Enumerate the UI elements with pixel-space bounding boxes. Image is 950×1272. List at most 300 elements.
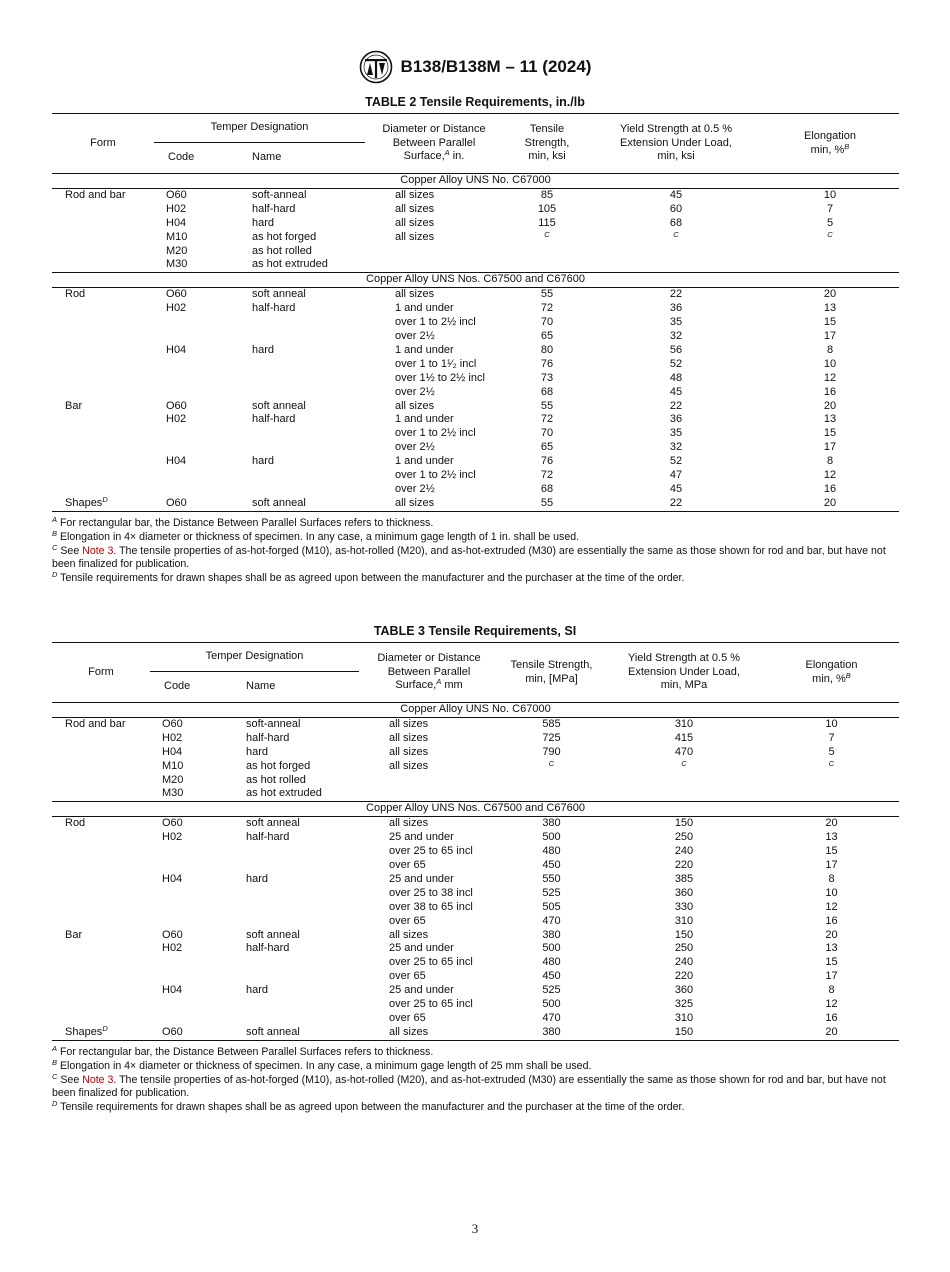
- yield-cell-text: 36: [669, 413, 683, 426]
- alloy-label: Copper Alloy UNS No. C67000: [52, 174, 899, 189]
- elongation-cell: [764, 845, 899, 859]
- form-cell: [52, 717, 150, 731]
- elongation-cell: [764, 859, 899, 873]
- yield-cell-text: 325: [674, 998, 694, 1011]
- diameter-cell: [365, 245, 503, 259]
- tensile-cell: [499, 732, 604, 746]
- code-cell: [150, 970, 234, 984]
- code-cell: [150, 873, 234, 887]
- elongation-cell-text: 8: [826, 455, 834, 468]
- name-cell: [234, 887, 359, 901]
- code-cell: [154, 441, 240, 455]
- diameter-cell: [359, 760, 499, 774]
- name-cell: [234, 717, 359, 731]
- yield-cell-text: 330: [674, 900, 694, 913]
- tensile-cell-text: 725: [542, 731, 561, 744]
- form-cell: [52, 217, 154, 231]
- table-row: [52, 231, 899, 245]
- name-cell: [240, 245, 365, 259]
- note-link[interactable]: Note 3: [82, 544, 114, 557]
- table-row: [52, 873, 899, 887]
- table-row: [52, 859, 899, 873]
- diameter-cell-text: all sizes: [395, 399, 435, 412]
- elongation-cell-text: 10: [825, 886, 838, 899]
- code-cell-text: O60: [162, 928, 183, 941]
- code-cell: [150, 760, 234, 774]
- tensile-cell-text: 68: [540, 482, 554, 495]
- tensile-cell: [503, 400, 591, 414]
- table-row: [52, 455, 899, 469]
- code-cell: [154, 330, 240, 344]
- name-cell: [234, 915, 359, 929]
- table2-title: TABLE 2 Tensile Requirements, in./lb: [365, 95, 585, 109]
- footnote-text: See: [57, 1073, 83, 1086]
- code-cell: [154, 469, 240, 483]
- tensile-header: Tensile Strength, min, [MPa]: [499, 643, 604, 703]
- tensile-cell: [499, 887, 604, 901]
- elongation-cell-text: 8: [826, 343, 834, 356]
- name-cell: [234, 942, 359, 956]
- elongation-cell: [764, 998, 899, 1012]
- yield-cell-text: C: [681, 758, 687, 768]
- name-cell-text: as hot extruded: [252, 258, 328, 271]
- elongation-cell-text: 13: [825, 942, 838, 955]
- elongation-cell-text: 17: [825, 970, 838, 983]
- diameter-cell-text: 25 and under: [389, 942, 454, 955]
- elongation-cell: [764, 732, 899, 746]
- table-row: [52, 413, 899, 427]
- elongation-cell-text: 16: [825, 1011, 838, 1024]
- document-header: [0, 50, 950, 84]
- elongation-cell-text: 10: [823, 357, 837, 370]
- elongation-cell: [761, 344, 899, 358]
- diameter-cell-text: all sizes: [389, 928, 429, 941]
- tensile-cell: [503, 203, 591, 217]
- diameter-cell: [365, 302, 503, 316]
- diameter-cell: [359, 817, 499, 831]
- name-cell: [240, 316, 365, 330]
- form-cell: [52, 984, 150, 998]
- table-row: [52, 998, 899, 1012]
- elongation-cell: [761, 469, 899, 483]
- yield-cell: [604, 998, 764, 1012]
- elongation-cell: [764, 760, 899, 774]
- code-cell-text: O60: [162, 1025, 183, 1038]
- table-row: [52, 302, 899, 316]
- code-cell-text: H02: [166, 202, 187, 215]
- footnote-text: For rectangular bar, the Distance Between Parallel Surfaces refers to thickness.: [57, 517, 434, 529]
- footnote-mark: D: [102, 494, 108, 504]
- yield-cell-text: 45: [669, 188, 683, 201]
- code-cell: [150, 717, 234, 731]
- diameter-cell-text: 1 and under: [395, 413, 454, 426]
- code-cell-text: H04: [162, 984, 183, 997]
- diameter-header: Diameter or Distance Between Parallel Surface,$^A$ in.: [365, 114, 503, 174]
- elongation-cell: [764, 956, 899, 970]
- tensile-cell: [503, 344, 591, 358]
- table3: [52, 642, 899, 1041]
- tensile-cell: [499, 845, 604, 859]
- elongation-cell: [764, 984, 899, 998]
- alloy-label: Copper Alloy UNS No. C67000: [52, 703, 899, 718]
- footnote: [52, 542, 902, 573]
- form-cell: [52, 258, 154, 272]
- tensile-cell-text: 76: [540, 455, 554, 468]
- form-cell: [52, 873, 150, 887]
- table-row: [52, 1012, 899, 1026]
- name-cell: [240, 483, 365, 497]
- code-cell: [150, 901, 234, 915]
- yield-cell: [604, 956, 764, 970]
- tensile-cell-text: 380: [542, 817, 561, 830]
- code-cell-text: O60: [166, 399, 187, 412]
- tensile-cell-text: 72: [540, 302, 554, 315]
- code-cell: [154, 288, 240, 302]
- code-cell-text: H02: [166, 302, 187, 315]
- elongation-cell-text: C: [828, 758, 835, 768]
- table-row: [52, 942, 899, 956]
- footnote: [52, 1071, 902, 1102]
- tensile-cell: [499, 859, 604, 873]
- diameter-cell-text: over 25 to 38 incl: [389, 886, 473, 899]
- yield-cell: [591, 455, 761, 469]
- yield-cell: [604, 787, 764, 801]
- name-cell: [240, 400, 365, 414]
- footnote: [52, 517, 902, 531]
- yield-cell-text: 240: [674, 845, 694, 858]
- form-cell-text: Shapes: [65, 496, 103, 509]
- tensile-cell-text: 68: [540, 385, 554, 398]
- diameter-cell-text: over 1½ to 2½ incl: [395, 371, 485, 384]
- table-row: [52, 746, 899, 760]
- table-row: [52, 358, 899, 372]
- name-cell: [240, 330, 365, 344]
- form-cell: [52, 732, 150, 746]
- code-cell: [150, 984, 234, 998]
- diameter-cell-text: all sizes: [395, 188, 435, 201]
- yield-cell: [591, 497, 761, 511]
- yield-cell: [591, 288, 761, 302]
- yield-cell-text: 150: [674, 817, 694, 830]
- table-row: [52, 787, 899, 801]
- name-cell: [234, 1012, 359, 1026]
- form-cell: [52, 817, 150, 831]
- form-cell: [52, 956, 150, 970]
- code-cell-text: H04: [166, 455, 187, 468]
- elongation-header: Elongation min, %$^B$: [761, 114, 899, 174]
- tensile-cell-text: 70: [540, 316, 554, 329]
- table2: [52, 113, 899, 512]
- elongation-cell: [761, 358, 899, 372]
- elongation-cell-text: 7: [826, 202, 834, 215]
- yield-cell-text: 35: [669, 427, 683, 440]
- table-row: [52, 441, 899, 455]
- diameter-cell-text: all sizes: [395, 216, 435, 229]
- elongation-cell: [761, 372, 899, 386]
- elongation-cell-text: 15: [825, 845, 838, 858]
- yield-cell: [604, 774, 764, 788]
- name-cell: [234, 1026, 359, 1040]
- code-cell-text: H02: [162, 731, 183, 744]
- diameter-cell-text: all sizes: [395, 496, 435, 509]
- elongation-cell: [764, 717, 899, 731]
- footnote-text: See: [57, 544, 83, 557]
- table-row: [52, 497, 899, 511]
- code-cell-text: O60: [166, 288, 187, 301]
- form-cell-text: Rod and bar: [65, 717, 126, 730]
- name-cell-text: half-hard: [252, 413, 296, 426]
- footnote-text: . The tensile properties of as-hot-forged (M10), as-hot-rolled (M20), and as-hot-extruded (M30) are essentially the same as those shown for rod and bar, but have not been finalized for publication.: [52, 1073, 886, 1100]
- yield-cell: [591, 386, 761, 400]
- page-number: 3: [471, 1221, 479, 1236]
- diameter-cell-text: over 2½: [395, 385, 435, 398]
- form-cell: [52, 845, 150, 859]
- elongation-cell-text: 15: [823, 427, 837, 440]
- form-cell: [52, 245, 154, 259]
- tensile-cell-text: 450: [542, 858, 561, 871]
- diameter-cell: [359, 859, 499, 873]
- tensile-cell-text: 480: [542, 956, 561, 969]
- diameter-cell-text: 1 and under: [395, 455, 454, 468]
- elongation-cell-text: 20: [825, 817, 838, 830]
- yield-cell-text: 415: [674, 731, 694, 744]
- yield-cell: [604, 732, 764, 746]
- form-cell-text: Bar: [65, 928, 83, 941]
- yield-cell-text: 35: [669, 316, 683, 329]
- name-cell: [240, 258, 365, 272]
- elongation-cell-text: 16: [823, 482, 837, 495]
- elongation-cell: [761, 288, 899, 302]
- form-cell: [52, 302, 154, 316]
- tensile-cell-text: 105: [537, 202, 557, 215]
- yield-cell-text: 52: [669, 455, 683, 468]
- diameter-cell: [359, 845, 499, 859]
- alloy-label: Copper Alloy UNS Nos. C67500 and C67600: [52, 273, 899, 288]
- name-cell: [240, 497, 365, 511]
- elongation-cell: [764, 817, 899, 831]
- elongation-cell-text: 20: [823, 399, 837, 412]
- yield-cell: [604, 717, 764, 731]
- form-header: Form: [52, 114, 154, 174]
- diameter-cell: [365, 288, 503, 302]
- yield-cell-text: 250: [674, 942, 694, 955]
- diameter-cell: [359, 998, 499, 1012]
- diameter-cell-text: all sizes: [395, 288, 435, 301]
- tensile-cell-text: 72: [540, 413, 554, 426]
- elongation-cell: [764, 787, 899, 801]
- code-cell: [150, 774, 234, 788]
- form-cell: [52, 427, 154, 441]
- form-cell: [52, 231, 154, 245]
- footnote-mark: A: [52, 515, 58, 524]
- yield-cell-text: 68: [669, 216, 683, 229]
- tensile-cell: [503, 231, 591, 245]
- tensile-cell: [503, 372, 591, 386]
- name-cell: [234, 845, 359, 859]
- elongation-cell: [764, 901, 899, 915]
- yield-cell-text: 45: [669, 385, 683, 398]
- note-link[interactable]: Note 3: [82, 1073, 114, 1086]
- code-cell: [150, 831, 234, 845]
- table-row: [52, 217, 899, 231]
- footnote: [52, 1057, 902, 1074]
- yield-header: Yield Strength at 0.5 % Extension Under Load, min, ksi: [591, 114, 761, 174]
- form-cell: [52, 400, 154, 414]
- yield-cell-text: C: [673, 229, 679, 239]
- yield-cell-text: 52: [669, 357, 683, 370]
- yield-cell: [591, 427, 761, 441]
- table-row: [52, 970, 899, 984]
- diameter-cell: [365, 188, 503, 202]
- form-cell: [52, 998, 150, 1012]
- name-cell: [240, 427, 365, 441]
- table-row: [52, 316, 899, 330]
- form-cell: [52, 455, 154, 469]
- name-cell-text: half-hard: [246, 942, 290, 955]
- diameter-cell: [365, 413, 503, 427]
- form-cell-text: Rod and bar: [65, 188, 126, 201]
- elongation-cell: [761, 441, 899, 455]
- diameter-cell: [359, 942, 499, 956]
- code-cell: [154, 427, 240, 441]
- diameter-cell-text: all sizes: [395, 202, 435, 215]
- footnote-mark: D: [52, 1099, 58, 1109]
- diameter-cell-text: over 25 to 65 incl: [389, 956, 473, 969]
- form-cell: [52, 887, 150, 901]
- yield-cell: [591, 483, 761, 497]
- name-cell: [240, 288, 365, 302]
- tensile-cell: [503, 258, 591, 272]
- code-cell: [154, 302, 240, 316]
- code-cell: [150, 817, 234, 831]
- form-cell: [52, 386, 154, 400]
- code-cell: [150, 859, 234, 873]
- alloy-group-header: [52, 174, 899, 189]
- diameter-cell-text: all sizes: [389, 817, 429, 830]
- diameter-cell-text: 1 and under: [395, 343, 454, 356]
- yield-cell-text: 150: [674, 928, 694, 941]
- table-row: [52, 372, 899, 386]
- diameter-cell: [359, 732, 499, 746]
- code-cell-text: H02: [162, 942, 183, 955]
- tensile-cell-text: 72: [540, 469, 554, 482]
- diameter-cell: [359, 901, 499, 915]
- tensile-cell: [503, 316, 591, 330]
- table-row: [52, 386, 899, 400]
- tensile-cell: [503, 413, 591, 427]
- yield-cell-text: 45: [669, 482, 683, 495]
- code-cell-text: H04: [166, 343, 187, 356]
- elongation-cell-text: 20: [823, 496, 837, 509]
- code-cell: [154, 358, 240, 372]
- code-cell-text: M30: [162, 787, 184, 800]
- name-cell: [240, 188, 365, 202]
- table3-body: [52, 703, 899, 1041]
- tensile-cell: [499, 915, 604, 929]
- elongation-cell: [761, 413, 899, 427]
- diameter-cell-text: over 65: [389, 970, 426, 983]
- diameter-cell: [365, 316, 503, 330]
- name-cell: [240, 372, 365, 386]
- diameter-cell: [365, 483, 503, 497]
- elongation-cell: [761, 483, 899, 497]
- yield-cell: [591, 441, 761, 455]
- diameter-cell-text: over 25 to 65 incl: [389, 998, 473, 1011]
- elongation-cell-text: 13: [825, 831, 838, 844]
- tensile-cell-text: 380: [542, 1025, 561, 1038]
- yield-cell: [604, 845, 764, 859]
- yield-cell: [604, 942, 764, 956]
- code-cell: [154, 316, 240, 330]
- form-cell: [52, 942, 150, 956]
- table-row: [52, 717, 899, 731]
- elongation-cell-text: 16: [823, 385, 837, 398]
- form-cell: [52, 929, 150, 943]
- code-cell: [154, 483, 240, 497]
- tensile-cell-text: 500: [542, 831, 561, 844]
- diameter-cell-text: over 1 to 2½ incl: [395, 427, 476, 440]
- tensile-cell: [503, 497, 591, 511]
- tensile-cell-text: 480: [542, 845, 561, 858]
- elongation-cell: [761, 231, 899, 245]
- tensile-cell-text: 73: [540, 371, 554, 384]
- tensile-cell: [499, 831, 604, 845]
- table-row: [52, 845, 899, 859]
- footnote-text: . The tensile properties of as-hot-forged (M10), as-hot-rolled (M20), and as-hot-extruded (M30) are essentially the same as those shown for rod and bar, but have not been finalized for publication.: [52, 544, 886, 571]
- tensile-cell: [499, 998, 604, 1012]
- name-cell: [234, 998, 359, 1012]
- tensile-cell: [503, 302, 591, 316]
- table-row: [52, 258, 899, 272]
- yield-cell-text: 250: [674, 831, 694, 844]
- footnote: [52, 1101, 902, 1115]
- name-cell: [240, 344, 365, 358]
- form-cell: [52, 915, 150, 929]
- tensile-cell: [503, 330, 591, 344]
- yield-cell: [591, 358, 761, 372]
- tensile-cell-text: 65: [540, 441, 554, 454]
- diameter-cell: [365, 258, 503, 272]
- form-cell: [52, 441, 154, 455]
- table-row: [52, 915, 899, 929]
- footnote-text: Elongation in 4× diameter or thickness of specimen. In any case, a minimum gage length of 1 in. shall be used.: [57, 530, 580, 543]
- yield-cell: [591, 330, 761, 344]
- form-cell: [52, 358, 154, 372]
- name-cell: [234, 859, 359, 873]
- form-cell-text: Rod: [65, 288, 86, 301]
- tensile-cell-text: 450: [542, 970, 561, 983]
- temper-header: Temper Designation: [154, 114, 365, 143]
- code-cell-text: H04: [162, 745, 183, 758]
- diameter-cell-text: 25 and under: [389, 872, 454, 885]
- yield-cell-text: 32: [669, 441, 683, 454]
- tensile-cell-text: 470: [542, 1011, 561, 1024]
- tensile-cell-text: C: [548, 758, 555, 768]
- form-cell: [52, 831, 150, 845]
- elongation-cell: [761, 497, 899, 511]
- form-cell: [52, 760, 150, 774]
- diameter-cell: [365, 400, 503, 414]
- yield-cell-text: 240: [674, 956, 694, 969]
- name-cell: [234, 732, 359, 746]
- table-row: [52, 929, 899, 943]
- name-cell-text: as hot rolled: [246, 773, 306, 786]
- name-cell: [234, 984, 359, 998]
- elongation-cell-text: 17: [823, 441, 837, 454]
- diameter-cell: [359, 1026, 499, 1040]
- diameter-cell: [359, 929, 499, 943]
- code-cell: [150, 732, 234, 746]
